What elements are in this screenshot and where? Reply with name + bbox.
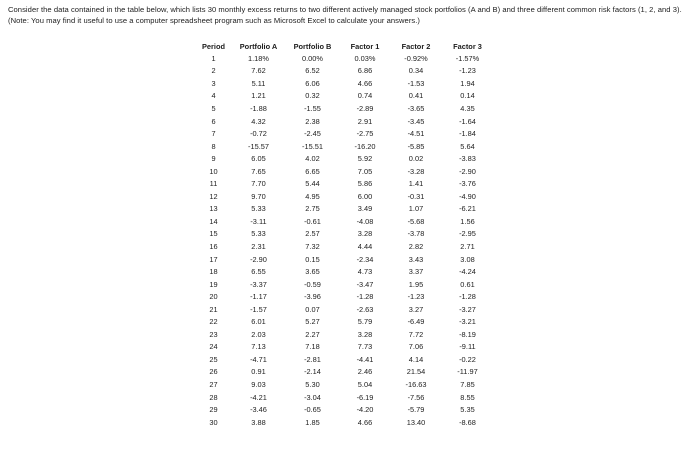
portfolio-b-cell: 4.95 bbox=[305, 191, 320, 201]
period-cell: 14 bbox=[209, 216, 218, 226]
portfolio-b-cell: 2.38 bbox=[305, 116, 320, 126]
portfolio-a-cell: 2.31 bbox=[251, 241, 266, 251]
table-row bbox=[196, 90, 494, 103]
portfolio-b-cell: 5.30 bbox=[305, 379, 320, 389]
period-cell: 23 bbox=[209, 329, 218, 339]
period-cell: 20 bbox=[209, 292, 218, 302]
table-body bbox=[196, 52, 494, 428]
factor-3-cell: 3.08 bbox=[460, 254, 475, 264]
period-cell: 4 bbox=[211, 91, 216, 101]
header-portfolio-b: Portfolio B bbox=[293, 41, 332, 51]
portfolio-b-cell: 0.15 bbox=[305, 254, 320, 264]
period-cell: 27 bbox=[209, 379, 218, 389]
factor-1-cell: 4.66 bbox=[357, 417, 373, 427]
factor-1-cell: 7.73 bbox=[357, 342, 373, 352]
period-cell: 13 bbox=[209, 204, 218, 214]
period-cell: 3 bbox=[211, 78, 216, 88]
factor-3-cell: -3.27 bbox=[459, 304, 476, 314]
factor-1-cell: 2.46 bbox=[357, 367, 373, 377]
portfolio-a-cell: -3.11 bbox=[250, 216, 267, 226]
factor-3-cell: -3.83 bbox=[459, 154, 476, 164]
header-factor-1: Factor 1 bbox=[350, 41, 380, 51]
factor-2-cell: -1.53 bbox=[407, 78, 425, 88]
portfolio-a-cell: 6.01 bbox=[251, 317, 266, 327]
factor-3-cell: -0.22 bbox=[459, 354, 476, 364]
period-cell: 6 bbox=[211, 116, 216, 126]
table-row bbox=[196, 403, 494, 416]
portfolio-a-cell: 3.88 bbox=[251, 417, 266, 427]
table-row bbox=[196, 203, 494, 216]
factor-3-cell: 0.61 bbox=[460, 279, 475, 289]
table-row bbox=[196, 165, 494, 178]
period-cell: 1 bbox=[211, 53, 216, 63]
factor-3-cell: -3.21 bbox=[459, 317, 476, 327]
header-period: Period bbox=[202, 41, 225, 51]
factor-2-cell: 7.72 bbox=[408, 329, 424, 339]
period-cell: 5 bbox=[211, 103, 216, 113]
factor-2-cell: 3.37 bbox=[408, 267, 424, 277]
factor-3-cell: 1.94 bbox=[460, 78, 475, 88]
factor-1-cell: 4.66 bbox=[357, 78, 373, 88]
factor-1-cell: -4.41 bbox=[356, 354, 374, 364]
portfolio-a-cell: -4.21 bbox=[250, 392, 267, 402]
portfolio-b-cell: 6.52 bbox=[305, 66, 320, 76]
factor-1-cell: 6.00 bbox=[357, 191, 373, 201]
period-cell: 17 bbox=[209, 254, 218, 264]
factor-3-cell: -9.11 bbox=[459, 342, 476, 352]
table-row bbox=[196, 328, 494, 341]
period-cell: 7 bbox=[211, 129, 216, 139]
factor-3-cell: 5.64 bbox=[460, 141, 475, 151]
factor-2-cell: 7.06 bbox=[408, 342, 424, 352]
table-row bbox=[196, 102, 494, 115]
factor-1-cell: 3.28 bbox=[357, 229, 373, 239]
factor-1-cell: 3.28 bbox=[357, 329, 373, 339]
portfolio-b-cell: 0.07 bbox=[305, 304, 320, 314]
portfolio-b-cell: 2.27 bbox=[305, 329, 320, 339]
factor-3-cell: -1.28 bbox=[459, 292, 476, 302]
portfolio-b-cell: 4.02 bbox=[305, 154, 320, 164]
portfolio-a-cell: 7.13 bbox=[251, 342, 266, 352]
factor-2-cell: 0.41 bbox=[408, 91, 424, 101]
period-cell: 28 bbox=[209, 392, 218, 402]
table-row bbox=[196, 140, 494, 153]
table-row bbox=[196, 190, 494, 203]
table-row bbox=[196, 290, 494, 303]
factor-3-cell: -8.19 bbox=[459, 329, 476, 339]
portfolio-b-cell: 7.18 bbox=[305, 342, 320, 352]
portfolio-b-cell: 6.06 bbox=[305, 78, 320, 88]
factor-2-cell: -0.92% bbox=[404, 53, 428, 63]
portfolio-b-cell: -2.45 bbox=[304, 129, 321, 139]
portfolio-b-cell: 2.75 bbox=[305, 204, 320, 214]
portfolio-a-cell: 9.03 bbox=[251, 379, 266, 389]
portfolio-b-cell: -15.51 bbox=[302, 141, 323, 151]
table-row bbox=[196, 215, 494, 228]
factor-3-cell: -8.68 bbox=[459, 417, 476, 427]
portfolio-a-cell: 0.91 bbox=[251, 367, 266, 377]
table-row bbox=[196, 315, 494, 328]
factor-3-cell: -1.64 bbox=[459, 116, 476, 126]
factor-3-cell: 4.35 bbox=[460, 103, 475, 113]
table-row bbox=[196, 378, 494, 391]
factor-3-cell: -2.90 bbox=[459, 166, 476, 176]
period-cell: 2 bbox=[211, 66, 216, 76]
portfolio-a-cell: 1.21 bbox=[251, 91, 266, 101]
table-row bbox=[196, 65, 494, 78]
table-row bbox=[196, 416, 494, 429]
header-factor-3: Factor 3 bbox=[453, 41, 482, 51]
factor-2-cell: -3.28 bbox=[407, 166, 425, 176]
factor-1-cell: 4.73 bbox=[357, 267, 373, 277]
factor-3-cell: -1.57% bbox=[455, 53, 480, 63]
factor-1-cell: -4.08 bbox=[356, 216, 374, 226]
portfolio-a-cell: 6.55 bbox=[251, 267, 266, 277]
portfolio-a-cell: -1.17 bbox=[250, 292, 267, 302]
table-row bbox=[196, 240, 494, 253]
factor-1-cell: -1.28 bbox=[356, 292, 374, 302]
factor-1-cell: -3.47 bbox=[356, 279, 374, 289]
portfolio-a-cell: -1.88 bbox=[250, 103, 267, 113]
factor-1-cell: 5.04 bbox=[357, 379, 373, 389]
table-row bbox=[196, 228, 494, 241]
factor-1-cell: 0.74 bbox=[357, 91, 373, 101]
period-cell: 12 bbox=[209, 191, 218, 201]
table-row bbox=[196, 52, 494, 65]
portfolio-a-cell: 9.70 bbox=[251, 191, 266, 201]
factor-1-cell: -2.34 bbox=[356, 254, 374, 264]
factor-1-cell: -2.89 bbox=[356, 103, 374, 113]
returns-table bbox=[196, 40, 494, 428]
factor-1-cell: 0.03% bbox=[354, 53, 376, 63]
factor-2-cell: -3.65 bbox=[407, 103, 425, 113]
table-row bbox=[196, 391, 494, 404]
factor-1-cell: -2.75 bbox=[356, 129, 374, 139]
factor-2-cell: -3.78 bbox=[407, 229, 425, 239]
factor-2-cell: -7.56 bbox=[407, 392, 425, 402]
factor-2-cell: -16.63 bbox=[405, 379, 427, 389]
portfolio-b-cell: -0.59 bbox=[304, 279, 321, 289]
factor-2-cell: 0.34 bbox=[408, 66, 424, 76]
factor-2-cell: 13.40 bbox=[406, 417, 426, 427]
factor-2-cell: -4.51 bbox=[407, 129, 425, 139]
period-cell: 26 bbox=[209, 367, 218, 377]
portfolio-b-cell: -2.14 bbox=[304, 367, 321, 377]
portfolio-b-cell: 7.32 bbox=[305, 241, 320, 251]
factor-2-cell: 1.41 bbox=[408, 179, 424, 189]
factor-1-cell: -2.63 bbox=[356, 304, 374, 314]
factor-3-cell: 0.14 bbox=[460, 91, 475, 101]
portfolio-a-cell: -3.46 bbox=[250, 405, 267, 415]
portfolio-a-cell: -4.71 bbox=[250, 354, 267, 364]
factor-1-cell: 4.44 bbox=[357, 241, 373, 251]
period-cell: 29 bbox=[209, 405, 218, 415]
portfolio-b-cell: 2.57 bbox=[305, 229, 320, 239]
table-row bbox=[196, 303, 494, 316]
header-factor-2: Factor 2 bbox=[401, 41, 431, 51]
factor-2-cell: -1.23 bbox=[407, 292, 425, 302]
factor-3-cell: -6.21 bbox=[459, 204, 476, 214]
factor-2-cell: 21.54 bbox=[406, 367, 426, 377]
portfolio-b-cell: 3.65 bbox=[305, 267, 320, 277]
factor-1-cell: 3.49 bbox=[357, 204, 373, 214]
header-portfolio-a: Portfolio A bbox=[239, 41, 278, 51]
portfolio-b-cell: 1.85 bbox=[305, 417, 320, 427]
portfolio-b-cell: -1.55 bbox=[304, 103, 321, 113]
factor-2-cell: -5.68 bbox=[407, 216, 425, 226]
factor-2-cell: -5.85 bbox=[407, 141, 425, 151]
factor-3-cell: -11.97 bbox=[457, 367, 478, 377]
portfolio-a-cell: 7.70 bbox=[251, 179, 266, 189]
question-intro-text: Consider the data contained in the table below, which lists 30 monthly excess returns to two different actively managed stock portfolios (A and B) and three different common risk factors (1, 2, and 3). (Note: You may find it useful to use a computer spreadsheet program such as Microsoft Excel to calculate your answers.) bbox=[8, 5, 682, 25]
period-cell: 8 bbox=[211, 141, 216, 151]
portfolio-b-cell: 5.27 bbox=[305, 317, 320, 327]
period-cell: 24 bbox=[209, 342, 218, 352]
period-cell: 10 bbox=[209, 166, 218, 176]
portfolio-a-cell: 5.33 bbox=[251, 229, 266, 239]
period-cell: 25 bbox=[209, 354, 218, 364]
factor-3-cell: -2.95 bbox=[459, 229, 476, 239]
portfolio-b-cell: -0.61 bbox=[304, 216, 321, 226]
factor-1-cell: 7.05 bbox=[357, 166, 373, 176]
factor-2-cell: -5.79 bbox=[407, 405, 425, 415]
table-row bbox=[196, 115, 494, 128]
factor-1-cell: -16.20 bbox=[354, 141, 376, 151]
table-row bbox=[196, 353, 494, 366]
portfolio-b-cell: -0.65 bbox=[304, 405, 321, 415]
period-cell: 9 bbox=[211, 154, 216, 164]
factor-1-cell: -4.20 bbox=[356, 405, 374, 415]
table-row bbox=[196, 77, 494, 90]
factor-3-cell: 2.71 bbox=[460, 241, 475, 251]
portfolio-b-cell: 0.00% bbox=[302, 53, 323, 63]
factor-1-cell: -6.19 bbox=[356, 392, 374, 402]
portfolio-a-cell: 1.18% bbox=[248, 53, 269, 63]
portfolio-a-cell: 7.65 bbox=[251, 166, 266, 176]
portfolio-a-cell: 7.62 bbox=[251, 66, 266, 76]
period-cell: 11 bbox=[209, 179, 218, 189]
table-row bbox=[196, 278, 494, 291]
factor-3-cell: -1.23 bbox=[459, 66, 476, 76]
factor-2-cell: 4.14 bbox=[408, 354, 424, 364]
factor-2-cell: 0.02 bbox=[408, 154, 424, 164]
portfolio-a-cell: 5.11 bbox=[251, 78, 266, 88]
portfolio-b-cell: 5.44 bbox=[305, 179, 320, 189]
factor-2-cell: -3.45 bbox=[407, 116, 425, 126]
factor-2-cell: 1.95 bbox=[408, 279, 424, 289]
period-cell: 18 bbox=[209, 267, 218, 277]
factor-2-cell: 3.27 bbox=[408, 304, 424, 314]
factor-3-cell: -4.90 bbox=[459, 191, 476, 201]
factor-3-cell: -1.84 bbox=[459, 129, 476, 139]
factor-2-cell: 2.82 bbox=[408, 241, 424, 251]
portfolio-b-cell: -3.04 bbox=[304, 392, 321, 402]
factor-2-cell: 1.07 bbox=[408, 204, 424, 214]
portfolio-a-cell: -15.57 bbox=[248, 141, 269, 151]
factor-2-cell: -6.49 bbox=[407, 317, 425, 327]
period-cell: 15 bbox=[209, 229, 218, 239]
table-row bbox=[196, 366, 494, 379]
portfolio-a-cell: -0.72 bbox=[250, 129, 267, 139]
factor-3-cell: 7.85 bbox=[460, 379, 475, 389]
table-row bbox=[196, 341, 494, 354]
portfolio-b-cell: -2.81 bbox=[304, 354, 321, 364]
factor-3-cell: -3.76 bbox=[459, 179, 476, 189]
period-cell: 16 bbox=[209, 241, 218, 251]
table-row bbox=[196, 177, 494, 190]
factor-2-cell: 3.43 bbox=[408, 254, 424, 264]
table-row bbox=[196, 127, 494, 140]
table-row bbox=[196, 152, 494, 165]
factor-1-cell: 5.79 bbox=[357, 317, 373, 327]
period-cell: 30 bbox=[209, 417, 218, 427]
portfolio-a-cell: -1.57 bbox=[250, 304, 267, 314]
factor-3-cell: 1.56 bbox=[460, 216, 475, 226]
portfolio-a-cell: -3.37 bbox=[250, 279, 267, 289]
table-header-row bbox=[196, 40, 494, 52]
portfolio-b-cell: -3.96 bbox=[304, 292, 321, 302]
table-row bbox=[196, 265, 494, 278]
factor-1-cell: 2.91 bbox=[357, 116, 373, 126]
portfolio-a-cell: 5.33 bbox=[251, 204, 266, 214]
factor-1-cell: 6.86 bbox=[357, 66, 373, 76]
period-cell: 22 bbox=[209, 317, 218, 327]
portfolio-b-cell: 0.32 bbox=[305, 91, 320, 101]
factor-1-cell: 5.86 bbox=[357, 179, 373, 189]
factor-3-cell: -4.24 bbox=[459, 267, 476, 277]
factor-1-cell: 5.92 bbox=[357, 154, 373, 164]
period-cell: 19 bbox=[209, 279, 218, 289]
factor-2-cell: -0.31 bbox=[407, 191, 425, 201]
period-cell: 21 bbox=[209, 304, 218, 314]
portfolio-a-cell: 6.05 bbox=[251, 154, 266, 164]
portfolio-a-cell: -2.90 bbox=[250, 254, 267, 264]
portfolio-a-cell: 2.03 bbox=[251, 329, 266, 339]
factor-3-cell: 5.35 bbox=[460, 405, 475, 415]
portfolio-a-cell: 4.32 bbox=[251, 116, 266, 126]
factor-3-cell: 8.55 bbox=[460, 392, 475, 402]
table-row bbox=[196, 253, 494, 266]
portfolio-b-cell: 6.65 bbox=[305, 166, 320, 176]
